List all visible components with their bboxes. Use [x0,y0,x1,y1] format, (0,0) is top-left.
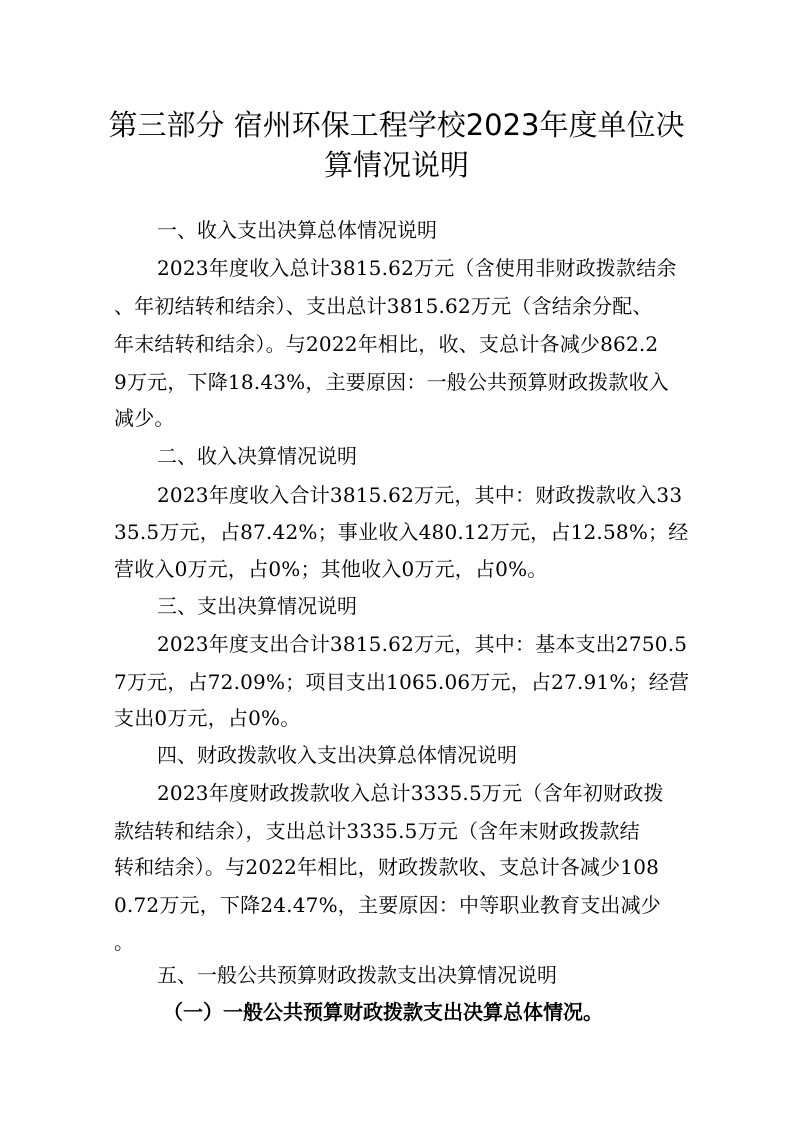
section-2-heading: 二、收入决算情况说明 [157,444,357,468]
section-1-heading: 一、收入支出决算总体情况说明 [157,218,437,242]
section-4-paragraph-line: 转和结余）。与2022年相比，财政拨款收、支总计各减少108 [114,855,660,879]
document-title-line-1: 第三部分 宿州环保工程学校2023年度单位决 [108,108,685,142]
document-title-line-2: 算情况说明 [323,148,469,182]
section-1-paragraph-line: 、年初结转和结余）、支出总计3815.62万元（含结余分配、 [114,294,653,318]
section-2-paragraph-line: 2023年度收入合计3815.62万元，其中：财政拨款收入33 [157,483,683,507]
section-2-paragraph-line: 营收入0万元，占0%；其他收入0万元，占0%。 [114,557,548,581]
section-1-paragraph-line: 9万元，下降18.43%，主要原因：一般公共预算财政拨款收入 [114,370,669,394]
section-4-paragraph-line: 。 [114,930,135,954]
section-3-paragraph-line: 2023年度支出合计3815.62万元，其中：基本支出2750.5 [157,632,688,656]
section-1-paragraph-line: 减少。 [114,406,175,430]
section-3-heading: 三、支出决算情况说明 [157,594,357,618]
section-2-paragraph-line: 35.5万元，占87.42%；事业收入480.12万元，占12.58%；经 [114,520,689,544]
section-4-paragraph-line: 2023年度财政拨款收入总计3335.5万元（含年初财政拨 [157,781,664,805]
section-3-paragraph-line: 支出0万元，占0%。 [114,706,301,730]
section-4-paragraph-line: 0.72万元，下降24.47%，主要原因：中等职业教育支出减少 [114,893,661,917]
section-1-paragraph-line: 年末结转和结余）。与2022年相比，收、支总计各减少862.2 [114,332,659,356]
section-4-paragraph-line: 款结转和结余），支出总计3335.5万元（含年末财政拨款结 [114,819,640,843]
section-4-heading: 四、财政拨款收入支出决算总体情况说明 [157,743,517,767]
section-1-paragraph-line: 2023年度收入总计3815.62万元（含使用非财政拨款结余 [157,256,677,280]
section-5-subheading: （一）一般公共预算财政拨款支出决算总体情况。 [163,1000,603,1024]
section-3-paragraph-line: 7万元，占72.09%；项目支出1065.06万元，占27.91%；经营 [114,670,690,694]
section-5-heading: 五、一般公共预算财政拨款支出决算情况说明 [157,963,557,987]
